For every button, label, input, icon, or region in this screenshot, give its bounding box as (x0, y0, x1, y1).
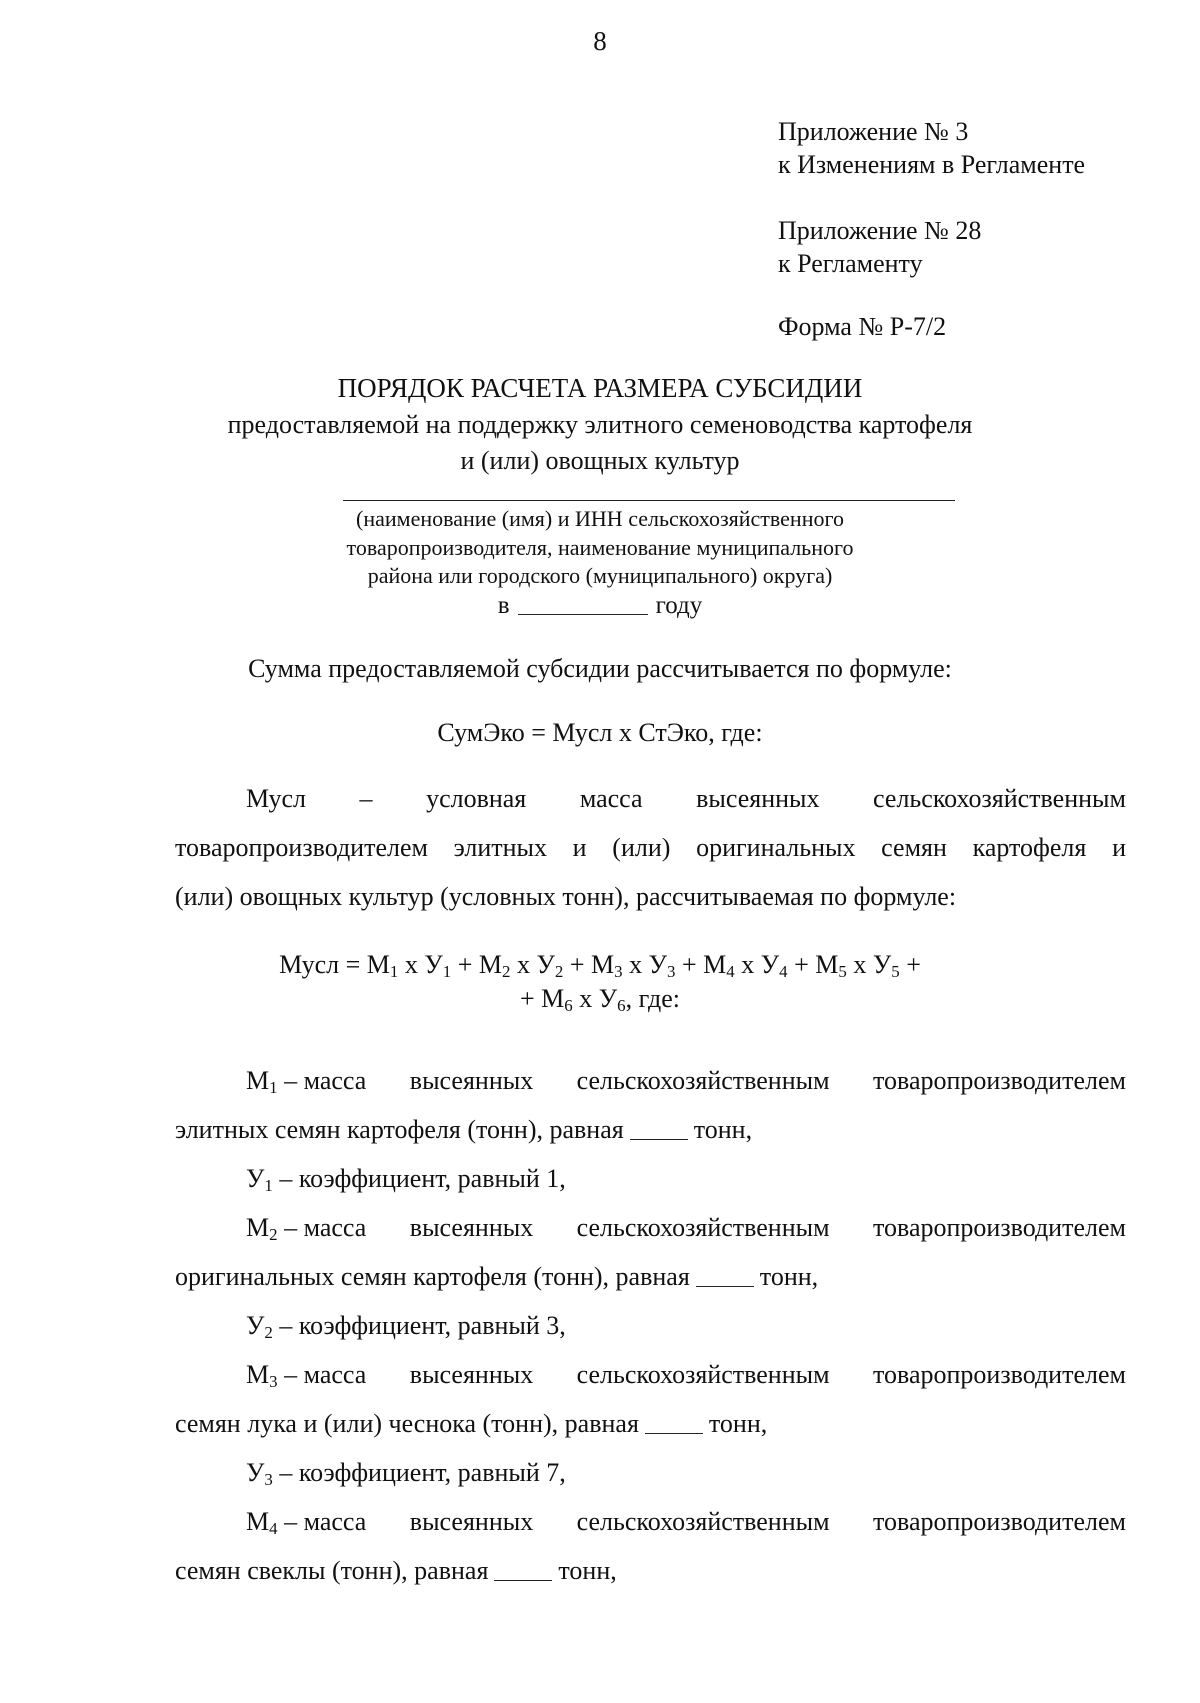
item-y3: $У_3$ – коэффициент, равный 7, (246, 1458, 566, 1490)
document-title: ПОРЯДОК РАСЧЕТА РАЗМЕРА СУБСИДИИ (337, 373, 863, 403)
word: высеянных (409, 1066, 534, 1095)
word: условная (426, 784, 527, 813)
formula-mass-line-2: + $М_6$ х $У_6$, где: (520, 984, 680, 1016)
item-m2-line-2: оригинальных семян картофеля (тонн), равная тонн, (175, 1262, 819, 1291)
annex-line: к Регламенту (778, 249, 923, 278)
recipient-fill-line (343, 500, 955, 501)
word: оригинальных (696, 833, 856, 862)
word: сельскохозяйственным (576, 1360, 830, 1389)
year-prefix: в (497, 592, 510, 619)
word: элитных (453, 833, 547, 862)
recipient-caption: района или городского (муниципального) округа) (367, 563, 833, 588)
year-blank-field (518, 592, 648, 615)
annex-line: Приложение № 28 (778, 216, 982, 245)
m3-blank-field (645, 1413, 703, 1434)
form-number: Форма № Р-7/2 (778, 312, 947, 341)
item-y2: $У_2$ – коэффициент, равный 3, (246, 1311, 566, 1343)
word: Мусл (246, 784, 306, 813)
word: сельскохозяйственным (576, 1507, 830, 1536)
word: (или) (612, 833, 671, 862)
word: картофеля (972, 833, 1087, 862)
word: товаропроизводителем (873, 1066, 1126, 1095)
word: семян (881, 833, 947, 862)
word: $М_4$ – масса (246, 1507, 367, 1539)
word: и (572, 833, 587, 862)
intro-paragraph: Сумма предоставляемой субсидии рассчитывается по формуле: (248, 654, 952, 683)
year-line (0, 592, 1200, 620)
item-m1-line-1 (246, 1066, 1126, 1096)
word: и (1112, 833, 1126, 862)
annex-reference-changes (778, 115, 1085, 181)
word: высеянных (409, 1507, 534, 1536)
annex-reference-regulation (778, 214, 981, 280)
word: товаропроизводителем (873, 1360, 1126, 1389)
word: высеянных (696, 784, 820, 813)
word: сельскохозяйственным (576, 1066, 830, 1095)
definition-line-3: (или) овощных культур (условных тонн), рассчитываемая по формуле: (175, 882, 957, 911)
word: $М_1$ – масса (246, 1066, 367, 1098)
item-m4-line-2: семян свеклы (тонн), равная тонн, (175, 1556, 617, 1585)
document-subtitle: предоставляемой на поддержку элитного семеноводства картофеля (227, 410, 973, 439)
item-m1-line-2: элитных семян картофеля (тонн), равная тонн, (175, 1115, 753, 1144)
m4-blank-field (494, 1560, 552, 1581)
recipient-caption: товаропроизводителя, наименование муниципального (346, 535, 854, 560)
document-subtitle: и (или) овощных культур (460, 446, 740, 475)
item-y1: $У_1$ – коэффициент, равный 1, (246, 1164, 566, 1196)
annex-line: Приложение № 3 (778, 117, 969, 146)
item-m3-line-1 (246, 1360, 1126, 1390)
recipient-caption: (наименование (имя) и ИНН сельскохозяйственного (356, 506, 844, 531)
formula-mass-line-1: Мусл = $М_1$ х $У_1 + М_2$ х $У_2 + М_3$ х $У_3 + М_4$ х $У_4 + М_5$ х $У_5$ + (279, 950, 921, 982)
word: высеянных (409, 1213, 534, 1242)
word: сельскохозяйственным (873, 784, 1126, 813)
word: масса (579, 784, 643, 813)
definition-line-1 (246, 784, 1126, 814)
word: – (359, 784, 373, 813)
word: товаропроизводителем (873, 1213, 1126, 1242)
year-suffix: году (655, 592, 703, 619)
formula-lhs: Мусл = (279, 950, 367, 979)
page-number: 8 (593, 26, 607, 56)
word: сельскохозяйственным (576, 1213, 830, 1242)
item-m4-line-1 (246, 1507, 1126, 1537)
formula-main: СумЭко = Мусл х СтЭко, где: (437, 718, 763, 747)
word: товаропроизводителем (175, 833, 428, 862)
word: $М_2$ – масса (246, 1213, 367, 1245)
m2-blank-field (696, 1266, 754, 1287)
word: $М_3$ – масса (246, 1360, 367, 1392)
item-m2-line-1 (246, 1213, 1126, 1243)
annex-line: к Изменениям в Регламенте (778, 150, 1086, 179)
word: товаропроизводителем (873, 1507, 1126, 1536)
definition-line-2 (175, 833, 1126, 863)
word: высеянных (409, 1360, 534, 1389)
item-m3-line-2: семян лука и (или) чеснока (тонн), равная тонн, (175, 1409, 768, 1438)
m1-blank-field (630, 1119, 688, 1140)
